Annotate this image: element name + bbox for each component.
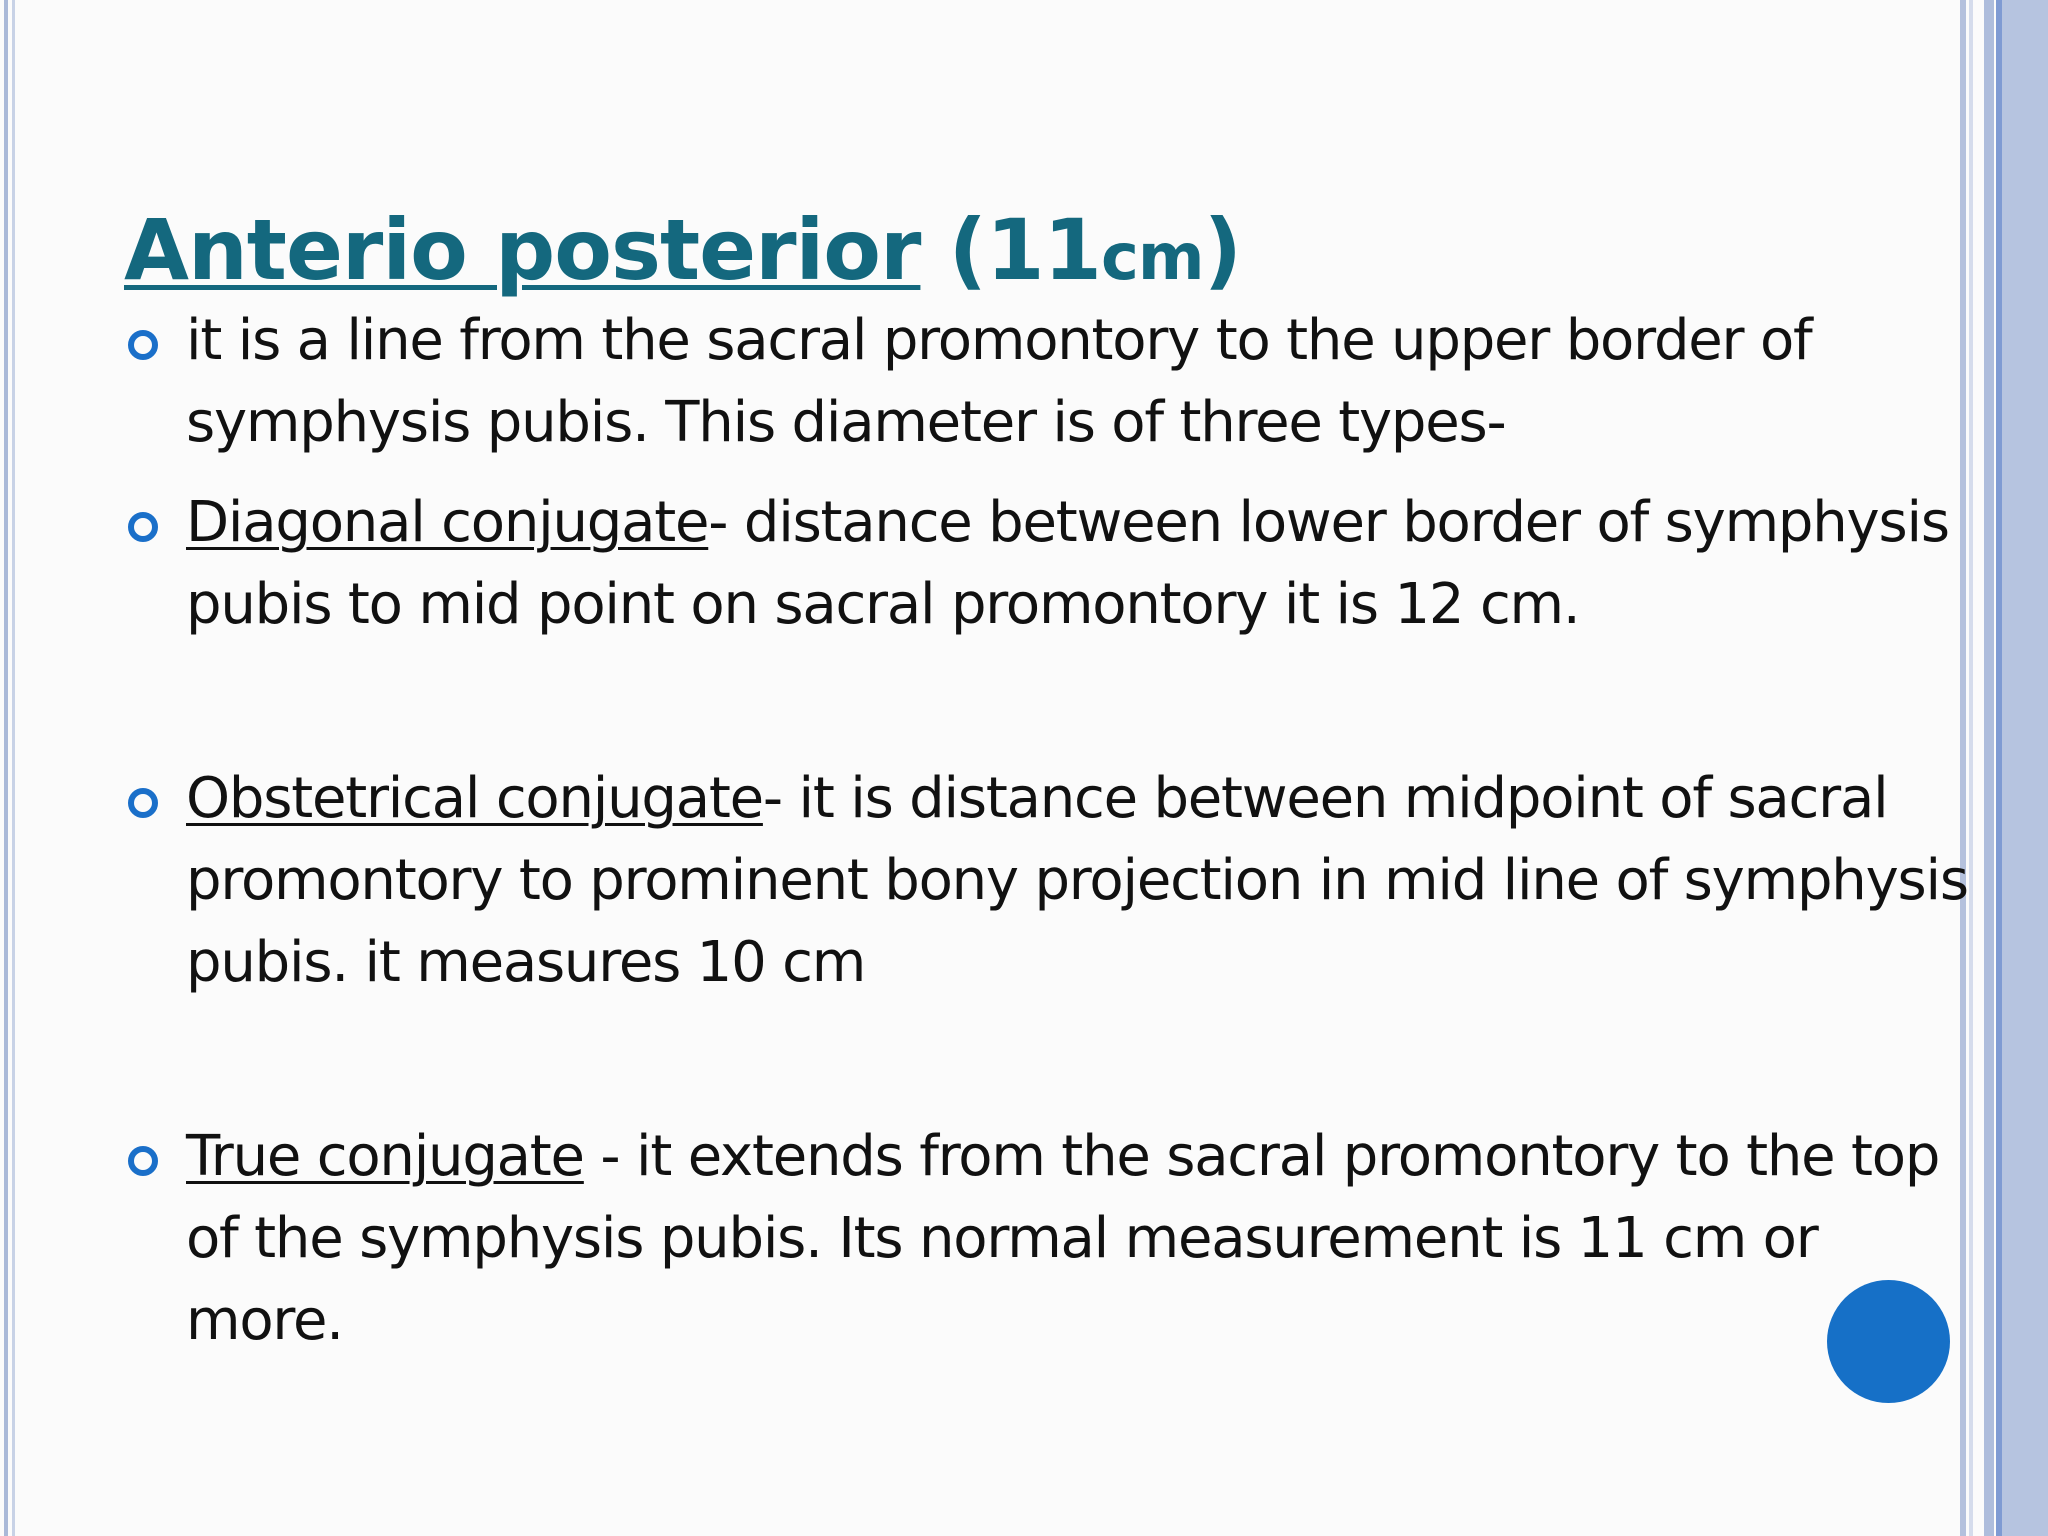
bullet-text: - distance between lower border of symphysis pubis to mid point on sacral promontory it is 12 cm. xyxy=(186,490,1949,637)
bullet-item xyxy=(128,758,1968,1004)
slide-title xyxy=(124,200,1241,308)
bullet-item xyxy=(128,300,1968,464)
ring-bullet-icon xyxy=(128,1146,158,1176)
left-rule-line xyxy=(12,0,15,1536)
bullet-text: - it is distance between midpoint of sacral promontory to prominent bony projection in mid line of symphysis pubis. it measures 10 cm xyxy=(186,766,1968,995)
bullet-term: Diagonal conjugate xyxy=(186,490,709,555)
bullet-text: - it extends from the sacral promontory to the top of the symphysis pubis. Its normal measurement is 11 cm or more. xyxy=(186,1124,1940,1353)
right-frame-border xyxy=(1960,0,2048,1536)
bullet-item xyxy=(128,1116,1968,1362)
title-measure xyxy=(949,201,1241,299)
right-frame-band xyxy=(2002,0,2048,1536)
bullet-term: True conjugate xyxy=(186,1124,584,1189)
title-main: Anterio posterior xyxy=(124,201,921,299)
ring-bullet-icon xyxy=(128,330,158,360)
decorative-circle-icon xyxy=(1827,1280,1950,1403)
title-unit: cm xyxy=(1100,221,1204,295)
bullet-term: Obstetrical conjugate xyxy=(186,766,763,831)
ring-bullet-icon xyxy=(128,512,158,542)
right-frame-line xyxy=(1984,0,1994,1536)
title-paren-open: (11 xyxy=(948,201,1101,299)
right-frame-line xyxy=(1969,0,1973,1536)
title-paren-close: ) xyxy=(1203,201,1241,299)
bullet-list xyxy=(128,300,1968,1362)
bullet-item xyxy=(128,482,1968,646)
left-frame-rule xyxy=(0,0,20,1536)
bullet-text: it is a line from the sacral promontory to the upper border of symphysis pubis. This diameter is of three types- xyxy=(186,308,1812,455)
left-rule-line xyxy=(4,0,8,1536)
ring-bullet-icon xyxy=(128,788,158,818)
